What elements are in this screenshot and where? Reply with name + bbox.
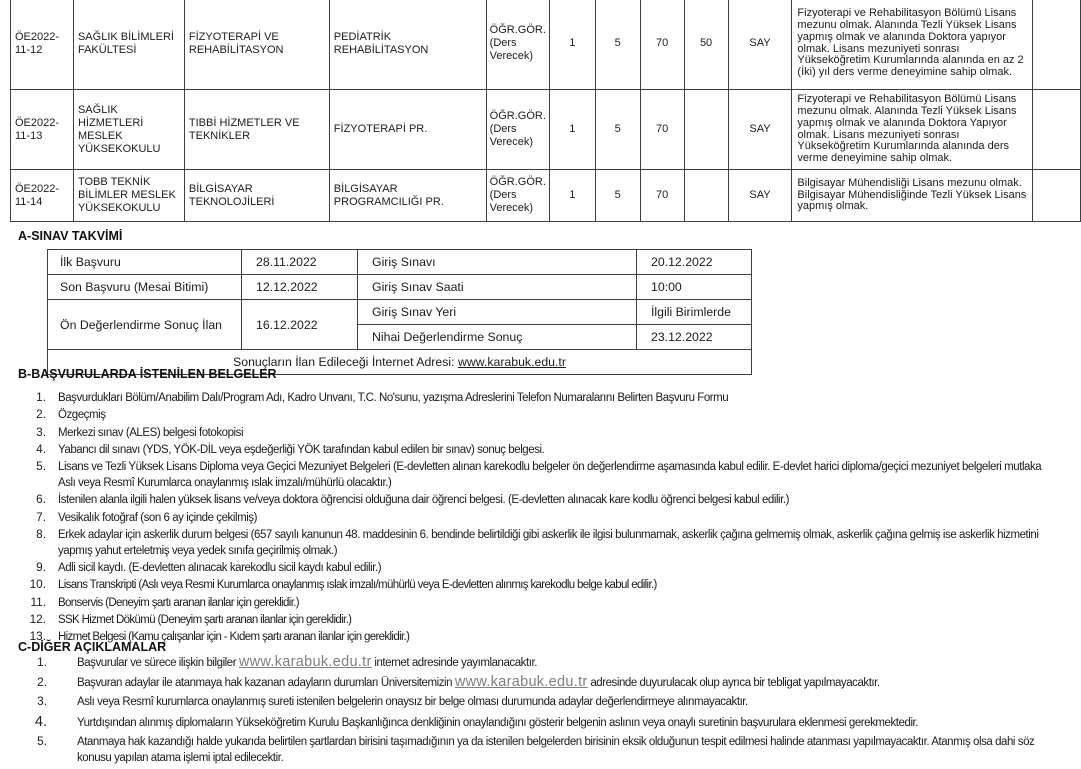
item-text: Hizmet Belgesi (Kamu çalışanlar için - Kıdem şartı aranan ilanlar için gereklidir.): [58, 631, 410, 644]
job-ales-score: 70: [640, 90, 684, 170]
schedule-date: 12.12.2022: [242, 275, 358, 300]
job-ales-score: 70: [640, 0, 684, 90]
section-c-heading: C-DİĞER AÇIKLAMALAR: [18, 640, 167, 654]
karabuk-website-link[interactable]: www.karabuk.edu.tr: [238, 654, 372, 670]
item-text: Lisans ve Tezli Yüksek Lisans Diploma veya Geçici Mezuniyet Belgeleri (E-devletten alınan karekodlu belgeler ön değerlendirme aşamasında kabul edilir. E-devlet harici diploma/geçici mezuniyet belgeleri mutlaka Aslı veya Resmî Kurumlarca onaylanmış ıslak imzalı/mühürlü olacaktır.): [58, 461, 1042, 489]
item-text-post: adresinde duyurulacak olup ayrıca bir tebligat yapılmayacaktır.: [587, 676, 880, 689]
item-text: İstenilen alanla ilgili halen yüksek lisans ve/veya doktora öğrencisi olduğuna dair öğrenci belgesi. (E-devletten alınacak kare kodlu öğrenci belgesi kabul edilir.): [58, 494, 790, 507]
job-months: 5: [595, 170, 640, 222]
job-unit: SAĞLIK BİLİMLERİ FAKÜLTESİ: [73, 0, 184, 90]
job-title: ÖĞR.GÖR. (Ders Verecek): [486, 170, 549, 222]
section-a-heading: A-SINAV TAKVİMİ: [18, 229, 123, 243]
list-item: [22, 425, 1077, 442]
schedule-date: 23.12.2022: [637, 325, 752, 350]
list-item: [22, 560, 1077, 577]
item-text-post: internet adresinde yayımlanacaktır.: [371, 657, 537, 669]
job-score-type: SAY: [728, 90, 792, 170]
item-number: 4.: [36, 441, 46, 456]
item-number: 9.: [36, 559, 46, 574]
job-row: [11, 90, 1081, 170]
item-number: 7.: [36, 509, 46, 524]
job-lang-score: [684, 170, 728, 222]
item-number: 6.: [36, 492, 46, 507]
job-code: ÖE2022-11-13: [11, 90, 74, 170]
item-number: 10.: [29, 577, 46, 592]
job-postings-table: [10, 0, 1081, 222]
job-title: ÖĞR.GÖR. (Ders Verecek): [486, 0, 549, 90]
list-item: [22, 390, 1077, 407]
list-item: [22, 629, 1077, 646]
schedule-label: Ön Değerlendirme Sonuç İlan: [48, 300, 242, 350]
schedule-date: 16.12.2022: [242, 300, 358, 350]
required-documents-list: [22, 390, 1077, 646]
job-title: ÖĞR.GÖR. (Ders Verecek): [486, 90, 549, 170]
exam-schedule-table: [47, 249, 752, 375]
job-empty-cell: [1033, 90, 1081, 170]
item-text: Erkek adaylar için askerlik durum belgesi (657 sayılı kanunun 48. maddesinin 6. bendinde belirtildiği gibi askerlik ile ilgisi bulunmamak, askerlik çağına gelmemiş olmak, askerlik çağına gelmiş ise askerlik hizmetini yapmış yahut erteletmiş veya yedek sınıfa geçirilmiş olmak.): [58, 528, 1039, 557]
job-program: BİLGİSAYAR PROGRAMCILIĞI PR.: [329, 170, 486, 222]
list-item: [22, 527, 1077, 560]
item-text: [77, 675, 1071, 692]
list-item: [22, 407, 1077, 424]
job-requirements: Fizyoterapi ve Rehabilitasyon Bölümü Lisans mezunu olmak. Alanında Tezli Yüksek Lisans yapmış olmak ve alanında Doktora Yapıyor olmak. Lisans mezuniyeti sonrası Yükseköğretim Kurumlarında alanında ders verme deneyimine sahip olmak.: [792, 90, 1033, 170]
item-text: Merkezi sınav (ALES) belgesi fotokopisi: [58, 426, 244, 439]
results-address-label: Sonuçların İlan Edileceği İnternet Adresi:: [233, 355, 458, 369]
list-item: [22, 459, 1077, 492]
list-item: [22, 694, 1077, 711]
item-number: 8.: [36, 526, 46, 541]
item-text: Bonservis (Deneyim şartı aranan ilanlar için gereklidir.): [58, 596, 299, 609]
list-item: [22, 510, 1077, 527]
karabuk-website-link[interactable]: www.karabuk.edu.tr: [457, 355, 566, 369]
item-number: 3.: [37, 694, 47, 708]
schedule-label: Giriş Sınav Yeri: [358, 300, 637, 325]
job-row: [11, 0, 1081, 90]
item-number: 13.: [29, 629, 46, 644]
list-item: [22, 734, 1077, 766]
item-number: 1.: [36, 390, 46, 404]
job-quota: 1: [549, 90, 595, 170]
job-empty-cell: [1033, 0, 1081, 90]
item-text-pre: Başvurular ve sürece ilişkin bilgiler: [77, 657, 239, 669]
job-row: [11, 170, 1081, 222]
job-score-type: SAY: [728, 0, 792, 90]
job-department: FİZYOTERAPİ VE REHABİLİTASYON: [184, 0, 329, 90]
schedule-row: [48, 300, 752, 325]
item-text: [77, 655, 1071, 672]
job-lang-score: [684, 90, 728, 170]
schedule-date: 20.12.2022: [637, 250, 752, 275]
section-b-heading: B-BAŞVURULARDA İSTENİLEN BELGELER: [18, 367, 277, 381]
job-unit: TOBB TEKNİK BİLİMLER MESLEK YÜKSEKOKULU: [73, 170, 184, 222]
item-text: Yurtdışından alınmış diplomaların Yükseköğretim Kurulu Başkanlığınca denkliğinin onaylandığını gösterir belgenin aslının veya onaylı suretinin başvurulara eklenmesi gerekmektedir.: [77, 716, 919, 729]
item-number: 5.: [37, 734, 47, 748]
schedule-label: Nihai Değerlendirme Sonuç: [358, 325, 637, 350]
item-number: 11.: [30, 594, 46, 609]
item-number: 2.: [36, 407, 46, 422]
job-quota: 1: [549, 0, 595, 90]
list-item: [22, 714, 1077, 732]
job-months: 5: [595, 90, 640, 170]
job-department: TIBBİ HİZMETLER VE TEKNİKLER: [184, 90, 329, 170]
karabuk-website-link[interactable]: www.karabuk.edu.tr: [454, 673, 588, 690]
item-text: Özgeçmiş: [58, 409, 106, 422]
schedule-label: İlk Başvuru: [48, 250, 242, 275]
item-text-pre: Başvuran adaylar ile atanmaya hak kazanan adayların durumları Üniversitemizin: [77, 676, 455, 689]
job-score-type: SAY: [728, 170, 792, 222]
schedule-row: [48, 250, 752, 275]
job-department: BİLGİSAYAR TEKNOLOJİLERİ: [184, 170, 329, 222]
job-requirements: Fizyoterapi ve Rehabilitasyon Bölümü Lisans mezunu olmak. Alanında Tezli Yüksek Lisans yapmış olmak ve alanında Doktora yapıyor olmak. Lisans mezuniyeti sonrası Yükseköğretim Kurumlarında alanında en az 2 (İki) yıl ders verme deneyimine sahip olmak.: [792, 0, 1033, 90]
job-code: ÖE2022-11-12: [11, 0, 74, 90]
job-program: PEDİATRİK REHABİLİTASYON: [329, 0, 486, 90]
item-number: 4.: [34, 713, 47, 730]
item-number: 12.: [29, 611, 46, 626]
schedule-row: [48, 275, 752, 300]
item-number: 3.: [36, 424, 46, 439]
job-months: 5: [595, 0, 640, 90]
item-number: 1.: [37, 655, 47, 669]
schedule-date: 28.11.2022: [242, 250, 358, 275]
schedule-date: İlgili Birimlerde: [637, 300, 752, 325]
list-item: [22, 675, 1077, 692]
list-item: [22, 492, 1077, 509]
item-text: Aslı veya Resmî kurumlarca onaylanmış sureti istenilen belgelerin onaysız bir belge olması durumunda adaylar değerlendirmeye alınmayacaktır.: [77, 696, 748, 708]
job-quota: 1: [549, 170, 595, 222]
item-text: Atanmaya hak kazandığı halde yukarıda belirtilen şartlardan birisini taşımadığının ya da istenilen belgelerden birisinin eksik olduğunun tespit edilmesi halinde atanması yapılmayacaktır. Atanmış olsa dahi söz konusu yapılan atama işlemi iptal edilecektir.: [77, 736, 1035, 764]
other-notes-list: [22, 655, 1077, 769]
list-item: [22, 655, 1077, 672]
item-text: Adli sicil kaydı. (E-devletten alınacak karekodlu sicil kaydı kabul edilir.): [58, 561, 382, 574]
job-lang-score: 50: [684, 0, 728, 90]
item-number: 5.: [36, 459, 46, 474]
job-ales-score: 70: [640, 170, 684, 222]
list-item: [22, 577, 1077, 594]
job-program: FİZYOTERAPİ PR.: [329, 90, 486, 170]
job-code: ÖE2022-11-14: [11, 170, 74, 222]
schedule-label: Son Başvuru (Mesai Bitimi): [48, 275, 242, 300]
item-text: Başvurdukları Bölüm/Anabilim Dalı/Program Adı, Kadro Unvanı, T.C. No'sunu, yazışma Adreslerini Telefon Numaralarını Belirten Başvuru Formu: [58, 392, 729, 404]
job-empty-cell: [1033, 170, 1081, 222]
list-item: [22, 442, 1077, 459]
list-item: [22, 595, 1077, 612]
item-text: SSK Hizmet Dökümü (Deneyim şartı aranan ilanlar için gereklidir.): [58, 613, 352, 626]
job-requirements: Bilgisayar Mühendisliği Lisans mezunu olmak. Bilgisayar Mühendisliğinde Tezli Yüksek Lisans yapmış olmak.: [792, 170, 1033, 222]
schedule-label: Giriş Sınavı: [358, 250, 637, 275]
schedule-label: Giriş Sınav Saati: [358, 275, 637, 300]
item-text: Vesikalık fotoğraf (son 6 ay içinde çekilmiş): [58, 511, 257, 524]
item-text: Yabancı dil sınavı (YDS, YÖK-DİL veya eşdeğerliği YÖK tarafından kabul edilen bir sınav) sonuç belgesi.: [58, 443, 545, 456]
item-text: Lisans Transkripti (Aslı veya Resmi Kurumlarca onaylanmış ıslak imzalı/mühürlü veya E-devletten alınmış karekodlu belge kabul edilir.): [58, 579, 657, 592]
job-unit: SAĞLIK HİZMETLERİ MESLEK YÜKSEKOKULU: [73, 90, 184, 170]
list-item: [22, 612, 1077, 629]
item-number: 2.: [37, 674, 47, 689]
schedule-date: 10:00: [637, 275, 752, 300]
